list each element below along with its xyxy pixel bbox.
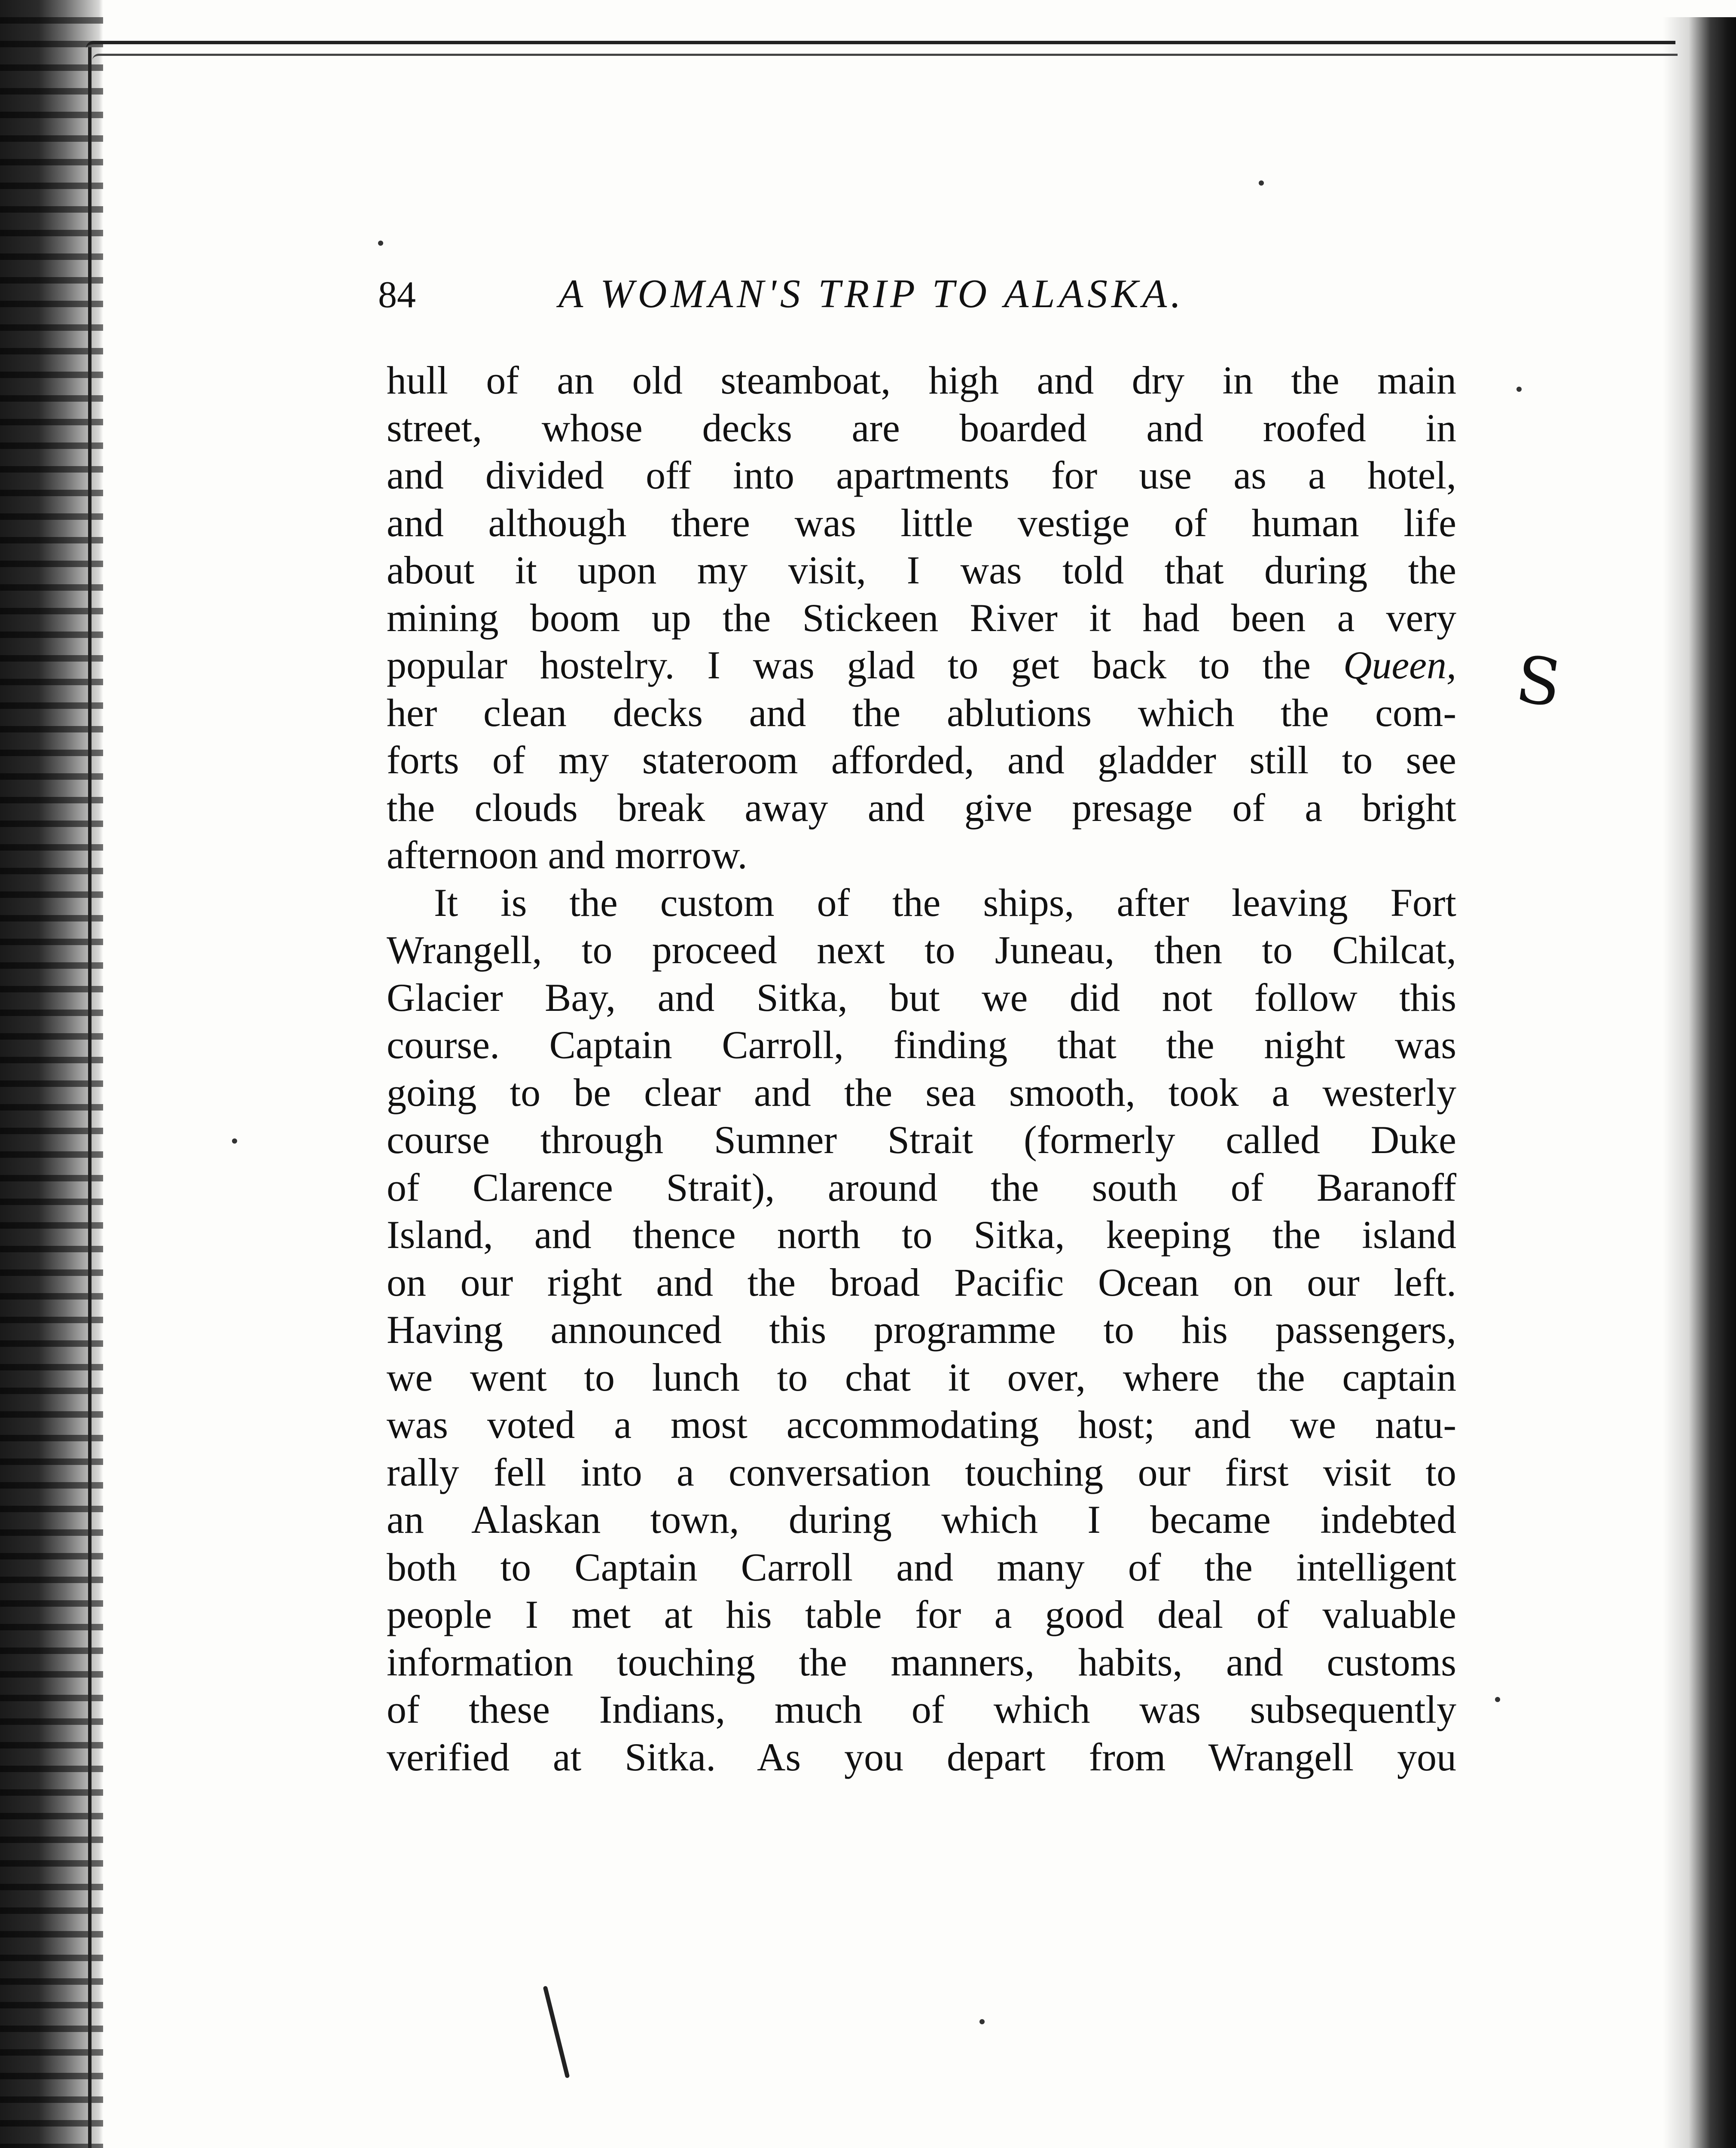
paragraph-end-line: afternoon and morrow. [387,833,747,877]
text-line: people I met at his table for a good deal of valuable [387,1593,1456,1636]
text-line: was voted a most accommodating host; and we natu- [387,1403,1456,1446]
text-line: an Alaskan town, during which I became indebted [387,1498,1456,1541]
text-line: Wrangell, to proceed next to Juneau, then to Chilcat, [387,928,1456,972]
text-line: information touching the manners, habits, and customs [387,1640,1456,1684]
top-border-rule-inner [92,54,1678,60]
pen-stroke-mark [543,1986,570,2078]
scan-speck [979,2019,985,2024]
scan-speck [378,241,383,246]
scan-speck [1259,180,1264,186]
handwritten-margin-mark: S [1511,641,1566,722]
text-line: and divided off into apartments for use as a hotel, [387,453,1456,497]
text-line: we went to lunch to chat it over, where the captain [387,1355,1456,1399]
text-line: on our right and the broad Pacific Ocean on our left. [387,1260,1456,1304]
text-line: about it upon my visit, I was told that during the [387,548,1456,592]
text-line: rally fell into a conversation touching our first visit to [387,1450,1456,1494]
text-line: hull of an old steamboat, high and dry in the main [387,358,1456,402]
text-line: going to be clear and the sea smooth, took a westerly [387,1070,1456,1114]
left-binding-edge [0,0,103,2148]
text-line: mining boom up the Stickeen River it had been a very [387,595,1456,640]
scan-speck [1516,387,1522,392]
text-line: and although there was little vestige of human life [387,500,1456,545]
text-segment: popular hostelry. I was glad to get back to the [387,643,1311,687]
page-number: 84 [378,274,416,316]
text-line: course through Sumner Strait (formerly called Duke [387,1118,1456,1162]
text-line: Having announced this programme to his passengers, [387,1308,1456,1352]
text-line-with-italic [387,641,1456,689]
text-line: course. Captain Carroll, finding that the night was [387,1023,1456,1067]
text-line: Glacier Bay, and Sitka, but we did not follow this [387,975,1456,1019]
text-line: of these Indians, much of which was subsequently [387,1687,1456,1731]
scan-speck [232,1138,237,1144]
text-line: her clean decks and the ablutions which the com- [387,690,1456,735]
text-line: forts of my stateroom afforded, and gladder still to see [387,738,1456,782]
right-binding-edge [1663,17,1736,2148]
text-line: of Clarence Strait), around the south of Baranoff [387,1165,1456,1209]
top-border-rule [86,41,1675,49]
text-line: both to Captain Carroll and many of the intelligent [387,1545,1456,1589]
text-line: verified at Sitka. As you depart from Wrangell you [387,1735,1456,1779]
body-text [387,357,1456,1781]
ship-name-italic: Queen, [1343,643,1456,687]
text-line: the clouds break away and give presage of a bright [387,785,1456,830]
running-header [378,271,1452,326]
scan-speck [1495,1697,1500,1702]
text-line: Island, and thence north to Sitka, keeping the island [387,1213,1456,1257]
running-title: A WOMAN'S TRIP TO ALASKA. [558,272,1185,316]
left-border-rule [88,47,92,2148]
text-line: street, whose decks are boarded and roofed in [387,406,1456,450]
paragraph-start-line: It is the custom of the ships, after leaving Fort [434,880,1456,924]
